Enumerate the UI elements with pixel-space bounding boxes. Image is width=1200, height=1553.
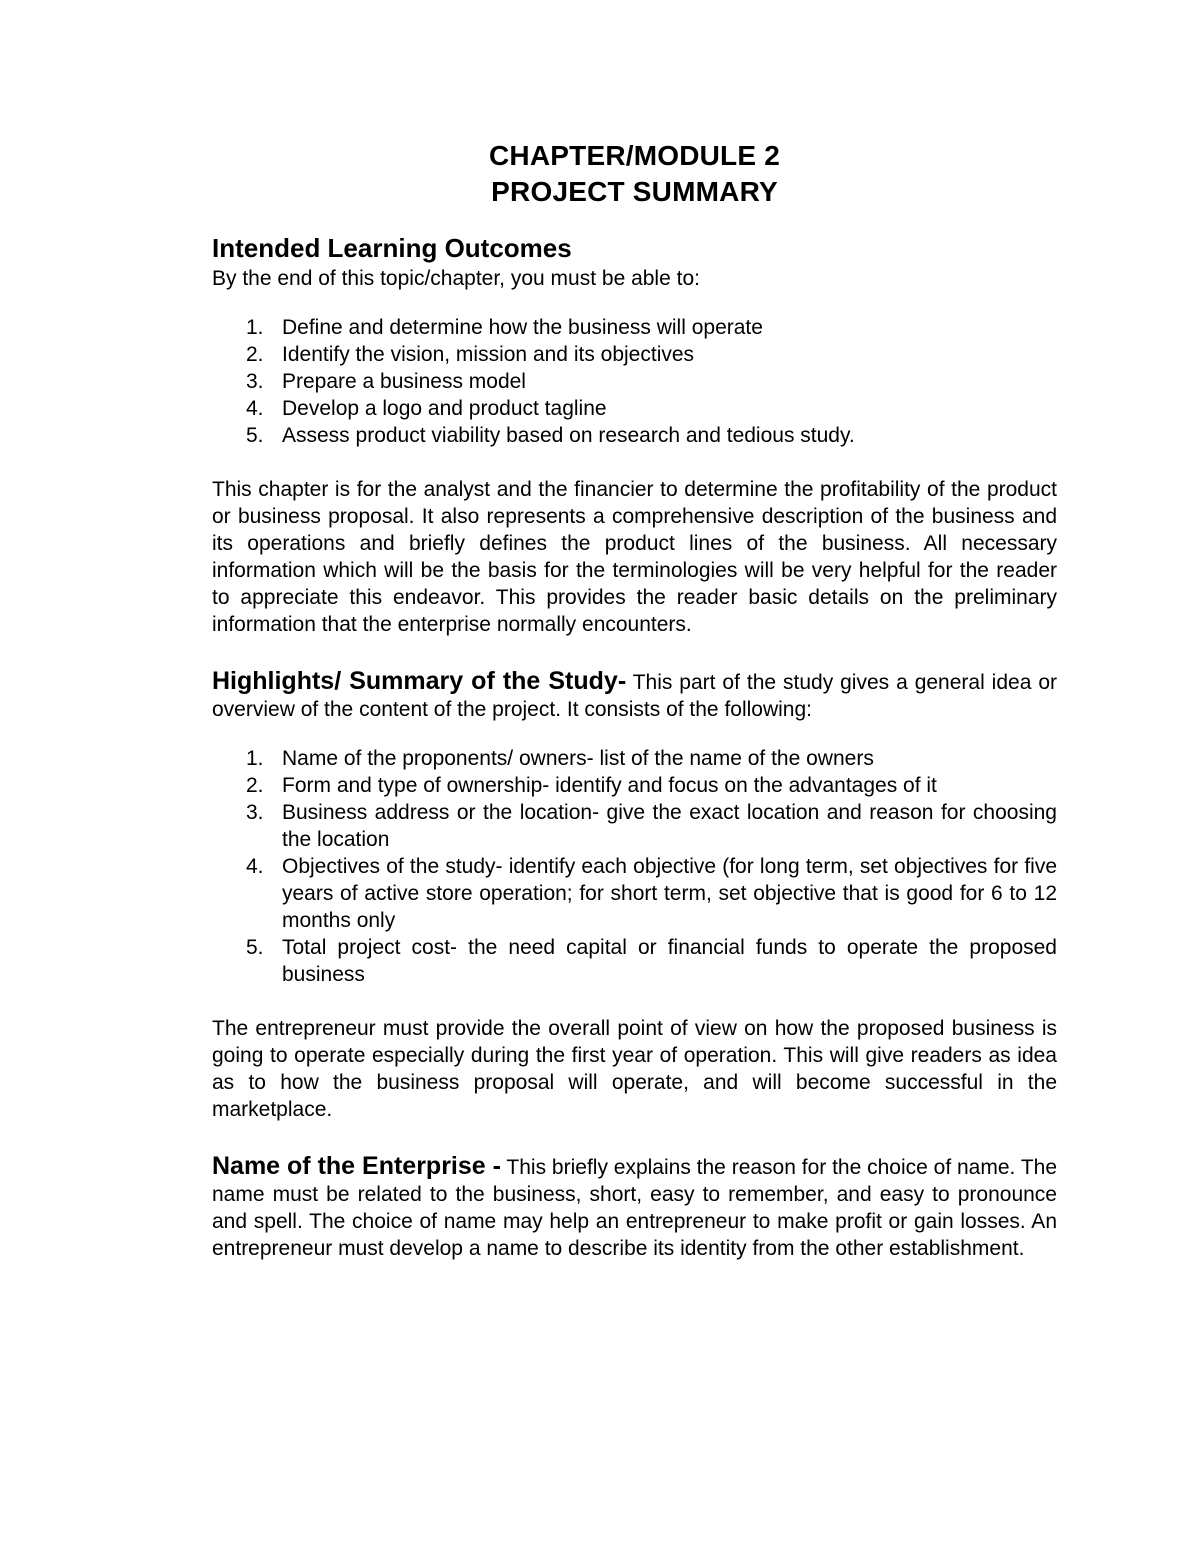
list-number: 1. bbox=[246, 747, 264, 770]
highlights-heading: Highlights/ Summary of the Study- bbox=[212, 667, 627, 695]
list-item bbox=[212, 745, 1057, 772]
list-number: 3. bbox=[246, 370, 264, 393]
list-number: 1. bbox=[246, 316, 264, 339]
list-item-text: Define and determine how the business will operate bbox=[282, 316, 763, 339]
list-number: 2. bbox=[246, 774, 264, 797]
ilo-intro: By the end of this topic/chapter, you must be able to: bbox=[212, 267, 700, 290]
list-item-text: Form and type of ownership- identify and focus on the advantages of it bbox=[282, 774, 937, 797]
ilo-heading: Intended Learning Outcomes bbox=[212, 233, 572, 263]
chapter-title: CHAPTER/MODULE 2 bbox=[489, 140, 780, 171]
list-item bbox=[212, 422, 1057, 449]
highlights-list bbox=[212, 745, 1057, 988]
document-title bbox=[212, 138, 1057, 210]
list-item bbox=[212, 934, 1057, 988]
list-item bbox=[212, 395, 1057, 422]
document-page bbox=[212, 138, 1057, 1262]
list-item-text: Identify the vision, mission and its objectives bbox=[282, 343, 695, 366]
list-number: 4. bbox=[246, 855, 264, 878]
list-number: 2. bbox=[246, 343, 264, 366]
list-item bbox=[212, 853, 1057, 934]
list-item bbox=[212, 341, 1057, 368]
chapter-paragraph: This chapter is for the analyst and the financier to determine the profitability of the product or business proposal. It also represents a comprehensive description of the business and its operations and briefly defines the product lines of the business. All necessary information which will be the basis for the terminologies will be very helpful for the reader to appreciate this endeavor. This provides the reader basic details on the preliminary information that the enterprise normally encounters. bbox=[212, 478, 1057, 636]
enterprise-name-text: This briefly explains the reason for the choice of name. The name must be related to the business, short, easy to remember, and easy to pronounce and spell. The choice of name may help an entrepreneur to make profit or gain losses. An entrepreneur must develop a name to describe its identity from the other establishment. bbox=[212, 1156, 1058, 1260]
list-item bbox=[212, 772, 1057, 799]
entrepreneur-paragraph: The entrepreneur must provide the overall point of view on how the proposed business is going to operate especially during the first year of operation. This will give readers as idea as to how the business proposal will operate, and will become successful in the marketplace. bbox=[212, 1017, 1057, 1121]
ilo-list bbox=[212, 314, 1057, 449]
list-item bbox=[212, 799, 1057, 853]
enterprise-name-heading: Name of the Enterprise - bbox=[212, 1152, 501, 1180]
list-item bbox=[212, 314, 1057, 341]
list-number: 5. bbox=[246, 424, 264, 447]
list-item-text: Business address or the location- give the exact location and reason for choosing the location bbox=[282, 801, 1057, 851]
list-number: 3. bbox=[246, 801, 264, 824]
list-number: 5. bbox=[246, 936, 264, 959]
list-item-text: Assess product viability based on research and tedious study. bbox=[282, 424, 855, 447]
list-item-text: Prepare a business model bbox=[282, 370, 526, 393]
highlights-paragraph bbox=[212, 668, 1057, 723]
list-item-text: Objectives of the study- identify each objective (for long term, set objectives for five years of active store operation; for short term, set objective that is good for 6 to 12 months only bbox=[282, 855, 1057, 932]
list-item-text: Develop a logo and product tagline bbox=[282, 397, 607, 420]
list-number: 4. bbox=[246, 397, 264, 420]
section-title: PROJECT SUMMARY bbox=[491, 176, 778, 207]
enterprise-name-paragraph bbox=[212, 1153, 1057, 1262]
list-item-text: Total project cost- the need capital or financial funds to operate the proposed business bbox=[282, 936, 1057, 986]
list-item bbox=[212, 368, 1057, 395]
list-item-text: Name of the proponents/ owners- list of the name of the owners bbox=[282, 747, 874, 770]
highlights-text: This part of the study gives a general idea or overview of the content of the project. It consists of the following: bbox=[212, 671, 1057, 721]
